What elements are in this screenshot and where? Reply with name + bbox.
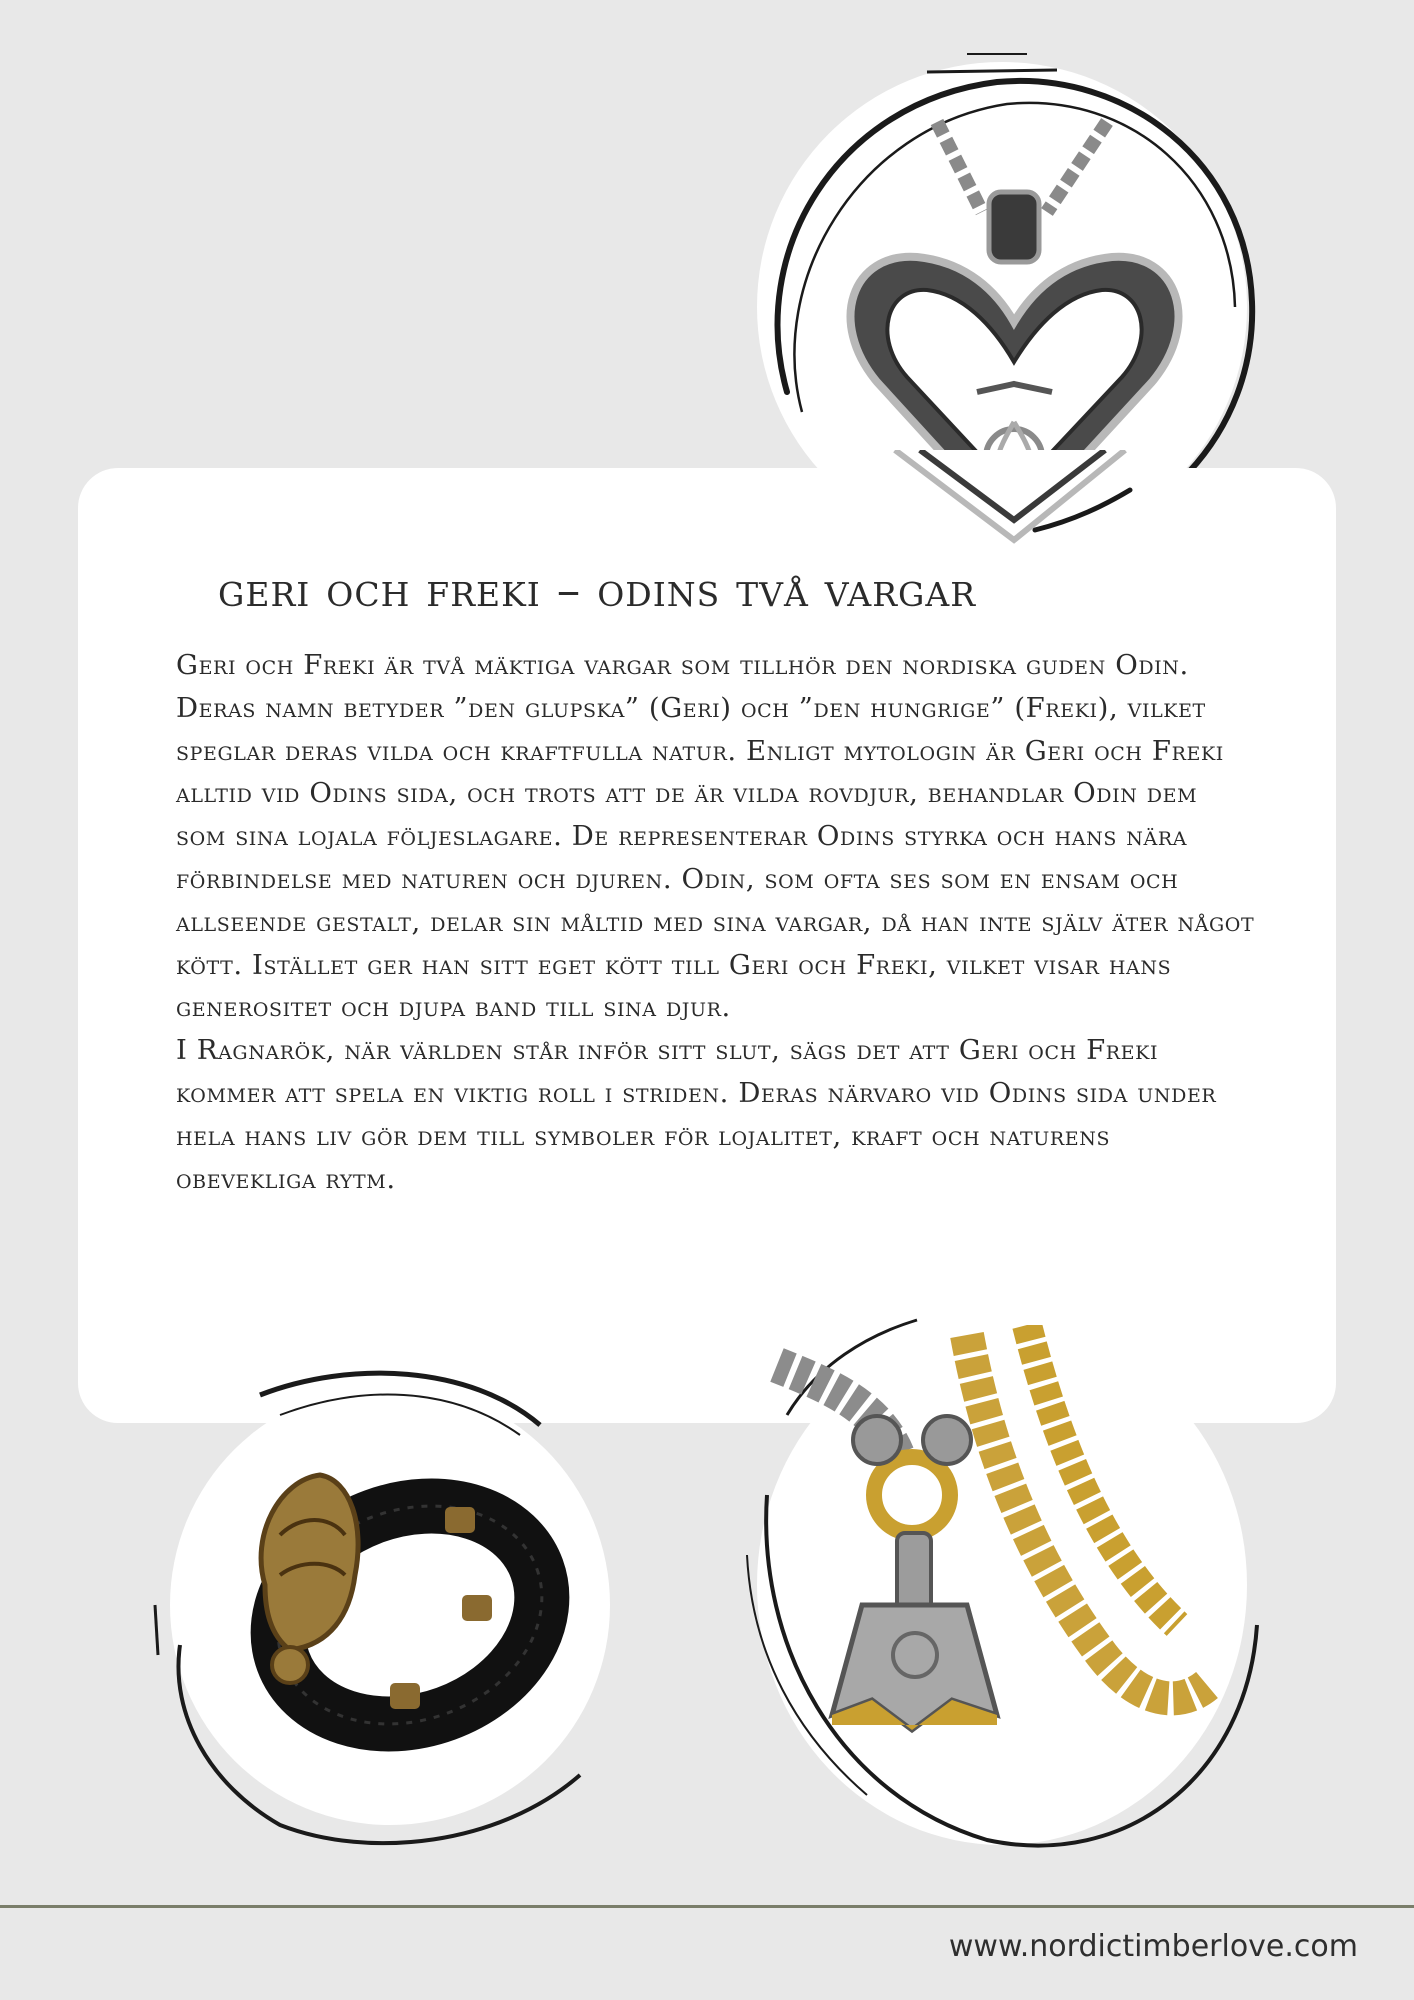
bracelet-image-circle	[170, 1385, 610, 1825]
necklace-icon	[757, 1325, 1247, 1845]
bracelet-icon	[170, 1385, 610, 1825]
page-title: geri och freki – odins två vargar	[218, 563, 977, 618]
paragraph-1: Geri och Freki är två mäktiga vargar som tillhör den nordiska guden Odin. Deras namn betyder ”den glupska” (Geri) och ”den hungrige” (Freki), vilket speglar deras vilda och kraftfulla natur. Enligt mytologin är Geri och Freki alltid vid Odins sida, och trots att de är vilda rovdjur, behandlar Odin dem som sina lojala följeslagare. De representerar Odins styrka och hans nära förbindelse med naturen och djuren. Odin, som ofta ses som en ensam och allseende gestalt, delar sin måltid med sina vargar, då han inte själv äter något kött. Istället ger han sitt eget kött till Geri och Freki, vilket visar hans generositet och djupa band till sina djur.	[176, 649, 1255, 1024]
pendant-tip-overlay	[875, 450, 1135, 560]
body-text	[176, 644, 1256, 1200]
footer-divider	[0, 1905, 1414, 1908]
footer-url[interactable]: www.nordictimberlove.com	[948, 1929, 1358, 1964]
paragraph-2: I Ragnarök, när världen står inför sitt slut, sägs det att Geri och Freki kommer att spela en viktig roll i striden. Deras närvaro vid Odins sida under hela hans liv gör dem till symboler för lojalitet, kraft och naturens obevekliga rytm.	[176, 1034, 1217, 1195]
necklace-image-circle	[757, 1325, 1247, 1845]
